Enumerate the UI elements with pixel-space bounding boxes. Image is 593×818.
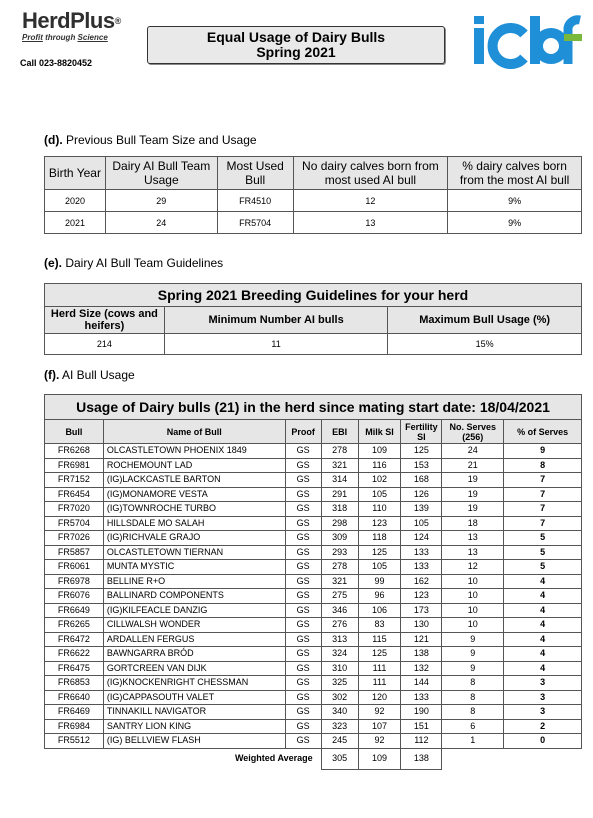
milk-si: 110 — [358, 502, 401, 517]
header-calves-born: No dairy calves born from most used AI bull — [293, 157, 448, 190]
table-row — [45, 444, 582, 459]
table-row — [45, 632, 582, 647]
table-row — [45, 334, 582, 355]
no-serves: 10 — [442, 589, 504, 604]
ebi: 324 — [321, 647, 358, 662]
milk-si: 111 — [358, 661, 401, 676]
milk-si: 102 — [358, 473, 401, 488]
percent-serves: 2 — [504, 719, 582, 734]
percent-serves: 5 — [504, 531, 582, 546]
bull-name: GORTCREEN VAN DIJK — [103, 661, 285, 676]
ebi: 321 — [321, 458, 358, 473]
table-row — [45, 676, 582, 691]
milk-si: 92 — [358, 734, 401, 749]
bull-code: FR6265 — [45, 618, 104, 633]
percent-serves: 4 — [504, 618, 582, 633]
percent-serves: 7 — [504, 487, 582, 502]
table-row — [45, 618, 582, 633]
proof: GS — [285, 618, 321, 633]
proof: GS — [285, 690, 321, 705]
bull-code: FR6981 — [45, 458, 104, 473]
no-serves: 19 — [442, 487, 504, 502]
proof: GS — [285, 560, 321, 575]
cell: 2021 — [45, 212, 106, 234]
bull-name: (IG)RICHVALE GRAJO — [103, 531, 285, 546]
percent-serves: 3 — [504, 690, 582, 705]
bull-name: MUNTA MYSTIC — [103, 560, 285, 575]
bull-name: (IG)CAPPASOUTH VALET — [103, 690, 285, 705]
table-row — [45, 516, 582, 531]
cell: 24 — [105, 212, 217, 234]
table-row — [45, 487, 582, 502]
bull-code: FR6640 — [45, 690, 104, 705]
bull-name: (IG)KNOCKENRIGHT CHESSMAN — [103, 676, 285, 691]
fertility-si: 139 — [401, 502, 442, 517]
bull-name: (IG)MONAMORE VESTA — [103, 487, 285, 502]
ebi: 293 — [321, 545, 358, 560]
no-serves: 12 — [442, 560, 504, 575]
weighted-milk-si: 109 — [358, 748, 401, 769]
bull-code: FR5857 — [45, 545, 104, 560]
table-row — [45, 458, 582, 473]
percent-serves: 9 — [504, 444, 582, 459]
ebi: 314 — [321, 473, 358, 488]
percent-serves: 8 — [504, 458, 582, 473]
percent-serves: 3 — [504, 676, 582, 691]
bull-name: ARDALLEN FERGUS — [103, 632, 285, 647]
proof: GS — [285, 647, 321, 662]
no-serves: 21 — [442, 458, 504, 473]
ebi: 278 — [321, 444, 358, 459]
proof: GS — [285, 632, 321, 647]
proof: GS — [285, 545, 321, 560]
header-ebi: EBI — [321, 420, 358, 444]
ebi: 275 — [321, 589, 358, 604]
table-row — [45, 734, 582, 749]
fertility-si: 123 — [401, 589, 442, 604]
fertility-si: 121 — [401, 632, 442, 647]
table-row — [45, 560, 582, 575]
percent-serves: 5 — [504, 545, 582, 560]
fertility-si: 173 — [401, 603, 442, 618]
header-milk-si: Milk SI — [358, 420, 401, 444]
ebi: 313 — [321, 632, 358, 647]
fertility-si: 112 — [401, 734, 442, 749]
proof: GS — [285, 661, 321, 676]
ebi: 278 — [321, 560, 358, 575]
section-f-label: (f). AI Bull Usage — [44, 368, 135, 382]
table-row — [45, 589, 582, 604]
table-row — [45, 502, 582, 517]
table-row — [45, 705, 582, 720]
bull-name: (IG)LACKCASTLE BARTON — [103, 473, 285, 488]
proof: GS — [285, 734, 321, 749]
no-serves: 6 — [442, 719, 504, 734]
ebi: 310 — [321, 661, 358, 676]
no-serves: 13 — [442, 545, 504, 560]
table-row — [45, 473, 582, 488]
milk-si: 105 — [358, 487, 401, 502]
herdplus-tagline: Profit through Science — [22, 33, 108, 42]
ebi: 323 — [321, 719, 358, 734]
cell: 9% — [448, 190, 582, 212]
bull-code: FR6268 — [45, 444, 104, 459]
proof: GS — [285, 676, 321, 691]
header-most-used-bull: Most Used Bull — [217, 157, 293, 190]
no-serves: 9 — [442, 632, 504, 647]
proof: GS — [285, 473, 321, 488]
herdplus-logo-text: HerdPlus — [22, 8, 115, 33]
no-serves: 10 — [442, 603, 504, 618]
report-title: Equal Usage of Dairy Bulls — [206, 29, 386, 45]
section-d-label: (d). Previous Bull Team Size and Usage — [44, 133, 257, 147]
milk-si: 99 — [358, 574, 401, 589]
bull-code: FR6472 — [45, 632, 104, 647]
ebi: 346 — [321, 603, 358, 618]
milk-si: 105 — [358, 560, 401, 575]
bull-code: FR7020 — [45, 502, 104, 517]
fertility-si: 153 — [401, 458, 442, 473]
milk-si: 118 — [358, 531, 401, 546]
table-row — [45, 719, 582, 734]
fertility-si: 133 — [401, 545, 442, 560]
ebi: 318 — [321, 502, 358, 517]
cell: 9% — [448, 212, 582, 234]
fertility-si: 144 — [401, 676, 442, 691]
table-row — [45, 603, 582, 618]
percent-serves: 4 — [504, 661, 582, 676]
no-serves: 10 — [442, 618, 504, 633]
no-serves: 10 — [442, 574, 504, 589]
header-birth-year: Birth Year — [45, 157, 106, 190]
report-title-box — [147, 26, 445, 64]
milk-si: 109 — [358, 444, 401, 459]
milk-si: 107 — [358, 719, 401, 734]
ai-bull-usage-table — [44, 394, 582, 770]
header-herd-size: Herd Size (cows and heifers) — [45, 307, 165, 334]
weighted-ebi: 305 — [321, 748, 358, 769]
proof: GS — [285, 705, 321, 720]
header-max-usage: Maximum Bull Usage (%) — [388, 307, 582, 334]
herd-size-value: 214 — [45, 334, 165, 355]
table-row — [45, 545, 582, 560]
ebi: 321 — [321, 574, 358, 589]
fertility-si: 138 — [401, 647, 442, 662]
weighted-average-row — [45, 748, 582, 769]
milk-si: 123 — [358, 516, 401, 531]
proof: GS — [285, 458, 321, 473]
proof: GS — [285, 589, 321, 604]
no-serves: 9 — [442, 661, 504, 676]
call-number: Call 023-8820452 — [20, 58, 93, 68]
no-serves: 19 — [442, 502, 504, 517]
header-min-ai-bulls: Minimum Number AI bulls — [164, 307, 388, 334]
percent-serves: 0 — [504, 734, 582, 749]
percent-serves: 4 — [504, 632, 582, 647]
cell: 12 — [293, 190, 448, 212]
fertility-si: 132 — [401, 661, 442, 676]
ebi: 302 — [321, 690, 358, 705]
percent-serves: 4 — [504, 574, 582, 589]
bull-code: FR6984 — [45, 719, 104, 734]
table-row — [45, 531, 582, 546]
bull-name: OLCASTLETOWN TIERNAN — [103, 545, 285, 560]
table-row — [45, 661, 582, 676]
herdplus-logo — [22, 10, 121, 42]
table-row — [45, 690, 582, 705]
percent-serves: 3 — [504, 705, 582, 720]
milk-si: 116 — [358, 458, 401, 473]
bull-name: (IG)KILFEACLE DANZIG — [103, 603, 285, 618]
bull-name: BALLINARD COMPONENTS — [103, 589, 285, 604]
proof: GS — [285, 603, 321, 618]
ebi: 298 — [321, 516, 358, 531]
min-ai-bulls-value: 11 — [164, 334, 388, 355]
bull-name: BAWNGARRA BRÓD — [103, 647, 285, 662]
header-percent-serves: % of Serves — [504, 420, 582, 444]
no-serves: 18 — [442, 516, 504, 531]
cell: 29 — [105, 190, 217, 212]
fertility-si: 105 — [401, 516, 442, 531]
ebi: 309 — [321, 531, 358, 546]
max-usage-value: 15% — [388, 334, 582, 355]
milk-si: 120 — [358, 690, 401, 705]
header-bull: Bull — [45, 420, 104, 444]
bull-name: HILLSDALE MO SALAH — [103, 516, 285, 531]
spacer — [442, 748, 582, 769]
no-serves: 1 — [442, 734, 504, 749]
percent-serves: 4 — [504, 647, 582, 662]
weighted-average-label: Weighted Average — [234, 753, 313, 764]
fertility-si: 126 — [401, 487, 442, 502]
bull-code: FR5512 — [45, 734, 104, 749]
section-e-label: (e). Dairy AI Bull Team Guidelines — [44, 256, 224, 270]
percent-serves: 7 — [504, 516, 582, 531]
percent-serves: 4 — [504, 589, 582, 604]
registered-icon: ® — [114, 16, 121, 26]
fertility-si: 133 — [401, 560, 442, 575]
no-serves: 8 — [442, 676, 504, 691]
ebi: 276 — [321, 618, 358, 633]
fertility-si: 133 — [401, 690, 442, 705]
bull-name: OLCASTLETOWN PHOENIX 1849 — [103, 444, 285, 459]
fertility-si: 168 — [401, 473, 442, 488]
no-serves: 8 — [442, 705, 504, 720]
milk-si: 115 — [358, 632, 401, 647]
icbf-logo — [472, 14, 584, 75]
fertility-si: 162 — [401, 574, 442, 589]
fertility-si: 124 — [401, 531, 442, 546]
proof: GS — [285, 719, 321, 734]
fertility-si: 190 — [401, 705, 442, 720]
table-row — [45, 212, 582, 234]
bull-code: FR5704 — [45, 516, 104, 531]
percent-serves: 7 — [504, 502, 582, 517]
milk-si: 106 — [358, 603, 401, 618]
header-percent-calves: % dairy calves born from the most AI bull — [448, 157, 582, 190]
bull-code: FR6649 — [45, 603, 104, 618]
cell: FR4510 — [217, 190, 293, 212]
bull-code: FR6853 — [45, 676, 104, 691]
guidelines-caption: Spring 2021 Breeding Guidelines for your herd — [45, 284, 582, 307]
bull-code: FR6061 — [45, 560, 104, 575]
proof: GS — [285, 531, 321, 546]
bull-name: ROCHEMOUNT LAD — [103, 458, 285, 473]
header-no-serves: No. Serves (256) — [442, 420, 504, 444]
previous-bull-team-table — [44, 156, 582, 234]
bull-name: (IG) BELLVIEW FLASH — [103, 734, 285, 749]
bull-code: FR6076 — [45, 589, 104, 604]
proof: GS — [285, 487, 321, 502]
fertility-si: 151 — [401, 719, 442, 734]
header-proof: Proof — [285, 420, 321, 444]
proof: GS — [285, 516, 321, 531]
milk-si: 96 — [358, 589, 401, 604]
milk-si: 83 — [358, 618, 401, 633]
weighted-fertility-si: 138 — [401, 748, 442, 769]
bull-name: (IG)TOWNROCHE TURBO — [103, 502, 285, 517]
header-team-usage: Dairy AI Bull Team Usage — [105, 157, 217, 190]
bull-name: TINNAKILL NAVIGATOR — [103, 705, 285, 720]
percent-serves: 5 — [504, 560, 582, 575]
ebi: 340 — [321, 705, 358, 720]
ebi: 245 — [321, 734, 358, 749]
fertility-si: 130 — [401, 618, 442, 633]
table-row — [45, 647, 582, 662]
percent-serves: 4 — [504, 603, 582, 618]
bull-code: FR6978 — [45, 574, 104, 589]
milk-si: 125 — [358, 647, 401, 662]
percent-serves: 7 — [504, 473, 582, 488]
bull-code: FR6475 — [45, 661, 104, 676]
table-row — [45, 574, 582, 589]
bull-code: FR7026 — [45, 531, 104, 546]
bull-name: CILLWALSH WONDER — [103, 618, 285, 633]
header-fertility-si: Fertility SI — [401, 420, 442, 444]
milk-si: 92 — [358, 705, 401, 720]
cell: 2020 — [45, 190, 106, 212]
proof: GS — [285, 502, 321, 517]
proof: GS — [285, 574, 321, 589]
cell: FR5704 — [217, 212, 293, 234]
bull-name: BELLINE R+O — [103, 574, 285, 589]
no-serves: 8 — [442, 690, 504, 705]
bull-code: FR6622 — [45, 647, 104, 662]
no-serves: 13 — [442, 531, 504, 546]
no-serves: 19 — [442, 473, 504, 488]
header-bull-name: Name of Bull — [103, 420, 285, 444]
fertility-si: 125 — [401, 444, 442, 459]
breeding-guidelines-table — [44, 283, 582, 355]
bull-name: SANTRY LION KING — [103, 719, 285, 734]
bull-code: FR6469 — [45, 705, 104, 720]
ebi: 291 — [321, 487, 358, 502]
bull-code: FR6454 — [45, 487, 104, 502]
proof: GS — [285, 444, 321, 459]
cell: 13 — [293, 212, 448, 234]
no-serves: 24 — [442, 444, 504, 459]
milk-si: 111 — [358, 676, 401, 691]
no-serves: 9 — [442, 647, 504, 662]
ebi: 325 — [321, 676, 358, 691]
bull-code: FR7152 — [45, 473, 104, 488]
usage-caption: Usage of Dairy bulls (21) in the herd since mating start date: 18/04/2021 — [45, 395, 582, 420]
report-subtitle: Spring 2021 — [256, 44, 336, 60]
milk-si: 125 — [358, 545, 401, 560]
table-row — [45, 190, 582, 212]
